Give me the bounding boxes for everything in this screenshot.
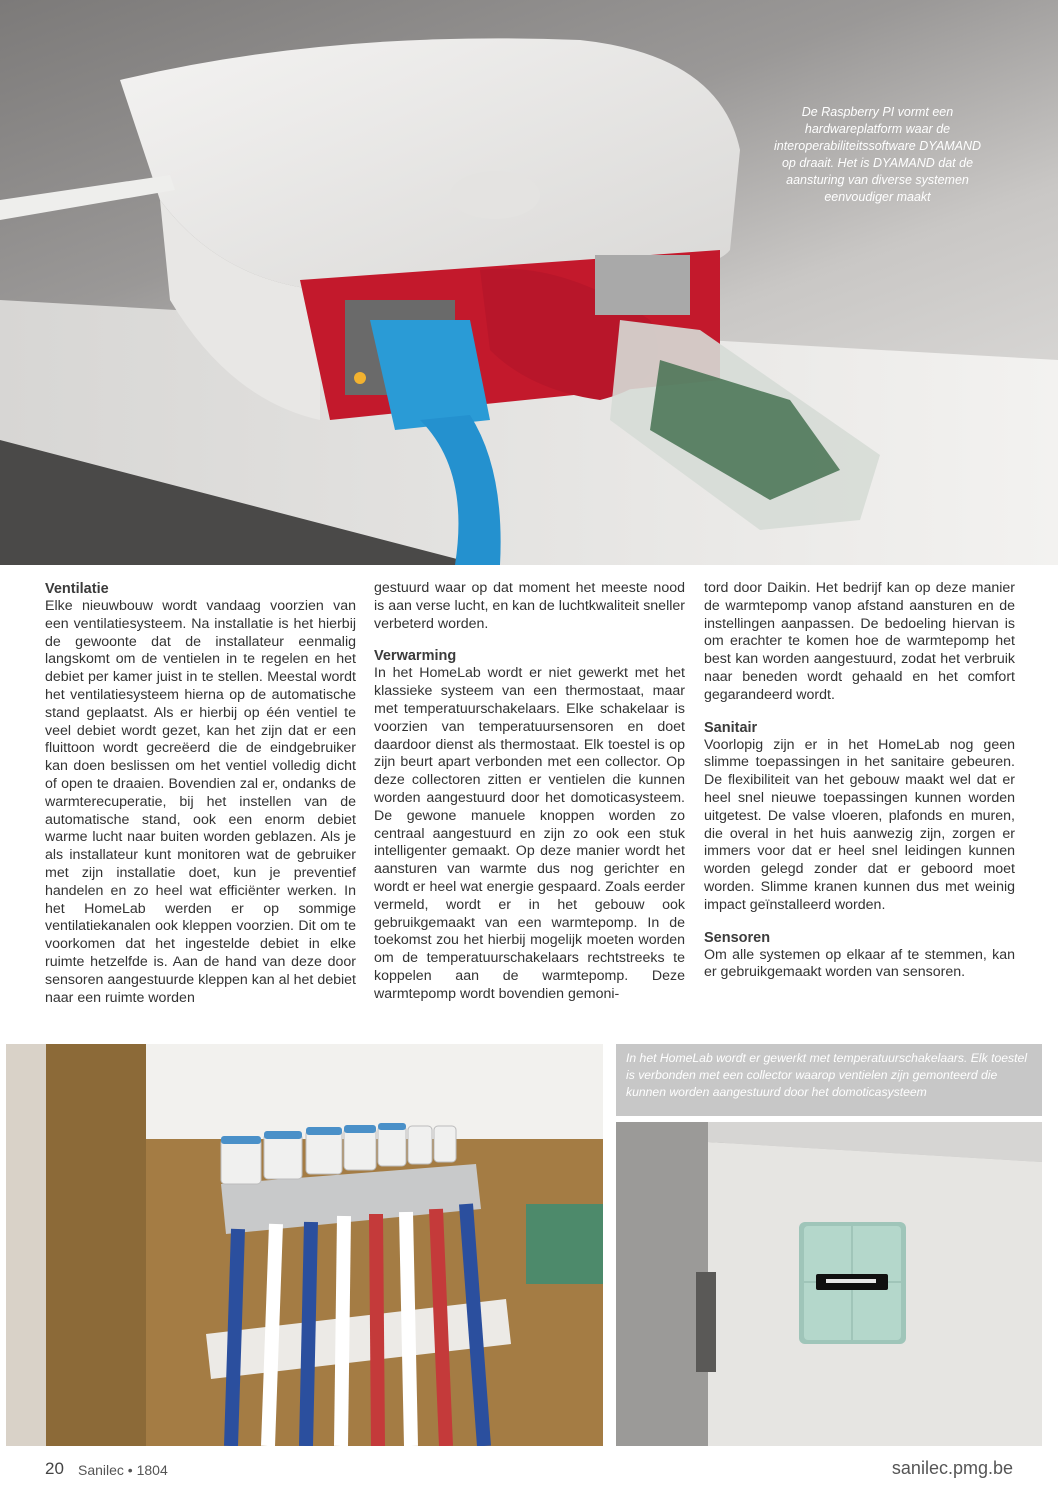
section-heading-sanitair: Sanitair: [704, 719, 758, 736]
page-number: 20: [45, 1459, 64, 1478]
section-body-ventilatie: Elke nieuwbouw wordt vandaag voorzien van een ventilatiesysteem. Na installatie is het hierbij de gewoonte dat de installateur eenmalig langskomt om de ventielen in te regelen en het debiet per kamer juist in te stellen. Meestal wordt het ventilatiesysteem hierna op de automatische stand geplaatst. Als er hierbij op één ventiel te veel debiet wordt gezet, kan het zijn dat er een fluittoon wordt gecreëerd die de eindgebruiker kan doen beslissen om het ventiel volledig dicht of open te draaien. Bovendien zal er, ondanks de warmterecuperatie, bij het instellen van de automatische stand, ook een enorm debiet warme lucht naar buiten worden geblazen. Als je als installateur kunt monitoren wat de gebruiker met zijn installatie doet, kun je preventief handelen en zo heel wat efficiënter werken. In het HomeLab werden er op sommige ventilatiekanalen ook kleppen voorzien. Dit om te voorkomen dat het ingestelde debiet in elke ruimte hetzelfde is. Aan de hand van deze door sensoren aangestuurde kleppen kan al het debiet naar een ruimte worden: [45, 598, 356, 1006]
section-heading-ventilatie: Ventilatie: [45, 581, 109, 597]
section-body-sanitair: Voorlopig zijn er in het HomeLab nog geen slimme toepassingen in het sanitaire gebeuren. De flexibiliteit van het gebouw maakt wel dat er heel snel nieuwe toepassingen kunnen worden uitgetest. De valse vloeren, plafonds en muren, die overal in het huis aanwezig zijn, zorgen er immers voor dat er heel snel leidingen kunnen worden gelegd zonder dat er geboord moet worden. Slimme kranen kunnen dus met weinig impact geïnstalleerd worden.: [704, 736, 1015, 913]
section-heading-sensoren: Sensoren: [704, 929, 771, 946]
section-body-verwarming: In het HomeLab wordt er niet gewerkt met het klassieke systeem van een thermostaat, maar met temperatuurschakelaars. Elke schakelaar is voorzien van temperatuursensoren en doet daardoor dienst als thermostaat. Elk toestel is op zijn beurt apart verbonden met een collector. Op deze collectoren zitten er ventielen die kunnen worden aangestuurd door het domoticasysteem. De gewone manuele knoppen worden zo centraal aangestuurd en zijn zo ook een stuk intelligenter gemaakt. Op deze manier wordt het aansturen van warmte dus nog gerichter en wordt er heel wat energie gespaard. Zoals eerder vermeld, wordt er in het gebouw ook gebruikgemaakt van een warmtepomp. In de toekomst zou het hierbij mogelijk moeten worden om de temperatuurschakelaars rechtstreeks te koppelen aan de warmtepomp. Deze warmtepomp wordt bovendien gemoni-: [374, 665, 685, 1002]
photo-collector-valves: [6, 1044, 603, 1446]
website-url[interactable]: sanilec.pmg.be: [891, 1458, 1013, 1478]
continued-text-2: tord door Daikin. Het bedrijf kan op deze manier de warmtepomp vanop afstand aansturen en de instellingen aanpassen. De bedoeling hiervan is om erachter te komen hoe de warmtepomp het best kan worden aangestuurd, zodat het verbruik naar beneden wordt gehaald en het comfort gegarandeerd wordt.: [704, 580, 1015, 703]
publication-issue: Sanilec • 1804: [78, 1462, 168, 1478]
column-2: [374, 580, 685, 1018]
section-heading-verwarming: Verwarming: [374, 648, 457, 665]
continued-text: gestuurd waar op dat moment het meeste nood is aan verse lucht, en kan de luchtkwaliteit sneller verbeterd worden.: [374, 580, 685, 632]
column-3: [704, 580, 1015, 996]
photo-caption-2: In het HomeLab wordt er gewerkt met temperatuurschakelaars. Elk toestel is verbonden met een collector waarop ventielen zijn gemonteerd die kunnen worden aangestuurd door het domoticasysteem: [616, 1044, 1042, 1116]
photo-temperature-switch: [616, 1122, 1042, 1446]
column-1: [45, 580, 356, 1021]
photo-caption: De Raspberry PI vormt een hardwareplatform waar de interoperabiliteitssoftware DYAMAND op draait. Het is DYAMAND dat de aansturing van diverse systemen eenvoudiger maakt: [773, 105, 982, 204]
hero-photo-raspberry-pi: [0, 0, 1058, 565]
section-body-sensoren: Om alle systemen op elkaar af te stemmen, kan er gebruikgemaakt worden van sensoren.: [704, 946, 1015, 981]
